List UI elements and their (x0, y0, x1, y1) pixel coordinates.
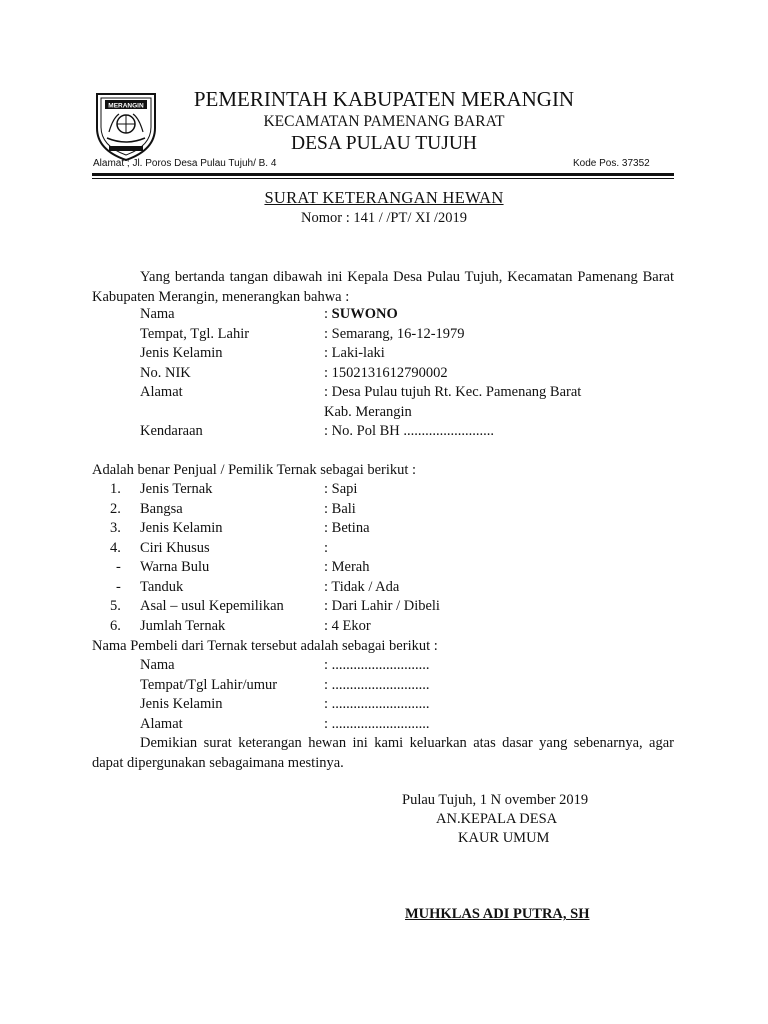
item-number: - (116, 559, 121, 575)
field-label: Tempat, Tgl. Lahir (140, 325, 250, 342)
intro-paragraph (92, 268, 674, 307)
detail-row (0, 384, 768, 404)
field-label: Jumlah Ternak (140, 617, 226, 634)
item-number: 1. (110, 481, 121, 497)
field-value-text: : No. Pol BH ......................... (324, 423, 494, 439)
detail-row (0, 501, 768, 521)
field-label: Ciri Khusus (140, 539, 210, 556)
item-number: 6. (110, 617, 121, 634)
place-date: Pulau Tujuh, 1 N ovember 2019 (402, 792, 589, 808)
field-value (324, 540, 328, 557)
desa-heading: DESA PULAU TUJUH (291, 133, 477, 154)
field-label: Jenis Ternak (140, 481, 213, 497)
detail-row (0, 326, 768, 346)
detail-row (0, 579, 768, 599)
field-value (324, 481, 357, 498)
buyer-intro: Nama Pembeli dari Ternak tersebut adalah sebagai berikut : (92, 638, 438, 654)
detail-row (0, 345, 768, 365)
item-number: 3. (110, 520, 121, 536)
detail-row (0, 618, 768, 638)
detail-row (0, 365, 768, 385)
postal-code: Kode Pos. 37352 (573, 158, 650, 169)
item-number: 2. (110, 500, 121, 517)
field-value-text: : ........................... (324, 696, 430, 712)
field-value-strong: SUWONO (331, 306, 398, 322)
field-value (324, 306, 398, 323)
signatory-role: AN.KEPALA DESA (436, 811, 558, 827)
detail-row (0, 677, 768, 697)
field-value (324, 326, 465, 343)
field-value (324, 501, 356, 518)
detail-row (0, 657, 768, 677)
letterhead-rule-thin (92, 178, 674, 179)
field-value (324, 598, 440, 615)
field-label: Jenis Kelamin (140, 345, 223, 361)
field-value-text: : 1502131612790002 (324, 364, 448, 381)
field-value-text: : (324, 306, 332, 322)
letterhead-rule-thick (92, 173, 674, 176)
field-label: No. NIK (140, 364, 191, 381)
kecamatan-heading: KECAMATAN PAMENANG BARAT (263, 113, 505, 130)
field-value-text: : Tidak / Ada (324, 578, 400, 595)
field-value-text: : Dari Lahir / Dibeli (324, 598, 440, 614)
field-value (324, 520, 370, 537)
field-label: Bangsa (140, 500, 183, 517)
field-value (324, 579, 399, 596)
detail-row (0, 520, 768, 540)
field-value-text: : Bali (324, 500, 356, 517)
field-value (324, 677, 430, 694)
field-value (324, 404, 412, 421)
field-value (324, 559, 370, 576)
field-value (324, 657, 430, 674)
intro-text: Yang bertanda tangan dibawah ini Kepala Desa Pulau Tujuh, Kecamatan Pamenang Barat Kabupaten Merangin, menerangkan bahwa : (92, 269, 674, 305)
item-number: 4. (110, 539, 121, 556)
field-label: Kendaraan (140, 423, 203, 439)
field-value-text: : ........................... (324, 676, 430, 693)
field-value-text: : Desa Pulau tujuh Rt. Kec. Pamenang Barat (324, 384, 582, 400)
document-number: Nomor : 141 / /PT/ XI /2019 (301, 210, 467, 226)
signatory-name: MUHKLAS ADI PUTRA, SH (405, 906, 590, 922)
detail-row (0, 598, 768, 618)
field-label: Tempat/Tgl Lahir/umur (140, 676, 278, 693)
detail-row (0, 716, 768, 736)
field-value (324, 365, 448, 382)
field-value-text: : Merah (324, 559, 370, 575)
field-value (324, 716, 430, 733)
field-value-text: : 4 Ekor (324, 617, 371, 634)
signatory-sub-role: KAUR UMUM (458, 830, 550, 846)
field-value-text: : Laki-laki (324, 345, 385, 361)
field-value-text: : Sapi (324, 481, 358, 497)
field-value (324, 384, 581, 401)
closing-paragraph (92, 734, 674, 773)
field-label: Warna Bulu (140, 559, 210, 575)
detail-row (0, 404, 768, 424)
field-label: Alamat (140, 715, 183, 732)
document-title: SURAT KETERANGAN HEWAN (264, 188, 504, 207)
field-value (324, 618, 371, 635)
field-value-text: : (324, 539, 329, 556)
seller-intro: Adalah benar Penjual / Pemilik Ternak sebagai berikut : (92, 462, 417, 478)
item-number: 5. (110, 598, 121, 614)
detail-row (0, 481, 768, 501)
field-value (324, 423, 494, 440)
logo-text: MERANGIN (108, 102, 144, 110)
field-value (324, 345, 385, 362)
detail-row (0, 306, 768, 326)
office-address: Alamat ; Jl. Poros Desa Pulau Tujuh/ B. 4 (93, 158, 277, 169)
detail-row (0, 423, 768, 443)
field-value-text: : Semarang, 16-12-1979 (324, 325, 465, 342)
field-label: Alamat (140, 384, 183, 400)
field-label: Jenis Kelamin (140, 696, 223, 712)
field-label: Nama (140, 657, 175, 673)
detail-row (0, 696, 768, 716)
field-value-text: Kab. Merangin (324, 403, 412, 420)
field-label: Jenis Kelamin (140, 520, 223, 536)
field-value-text: : Betina (324, 520, 370, 536)
field-value (324, 696, 430, 713)
detail-row (0, 559, 768, 579)
item-number: - (116, 578, 121, 595)
field-label: Tanduk (140, 578, 184, 595)
detail-row (0, 540, 768, 560)
closing-text: Demikian surat keterangan hewan ini kami keluarkan atas dasar yang sebenarnya, agar dapat dipergunakan sebagaimana mestinya. (92, 735, 674, 771)
field-label: Nama (140, 306, 175, 322)
government-heading: PEMERINTAH KABUPATEN MERANGIN (193, 87, 575, 111)
field-label: Asal – usul Kepemilikan (140, 598, 284, 614)
field-value-text: : ........................... (324, 715, 430, 732)
field-value-text: : ........................... (324, 657, 430, 673)
